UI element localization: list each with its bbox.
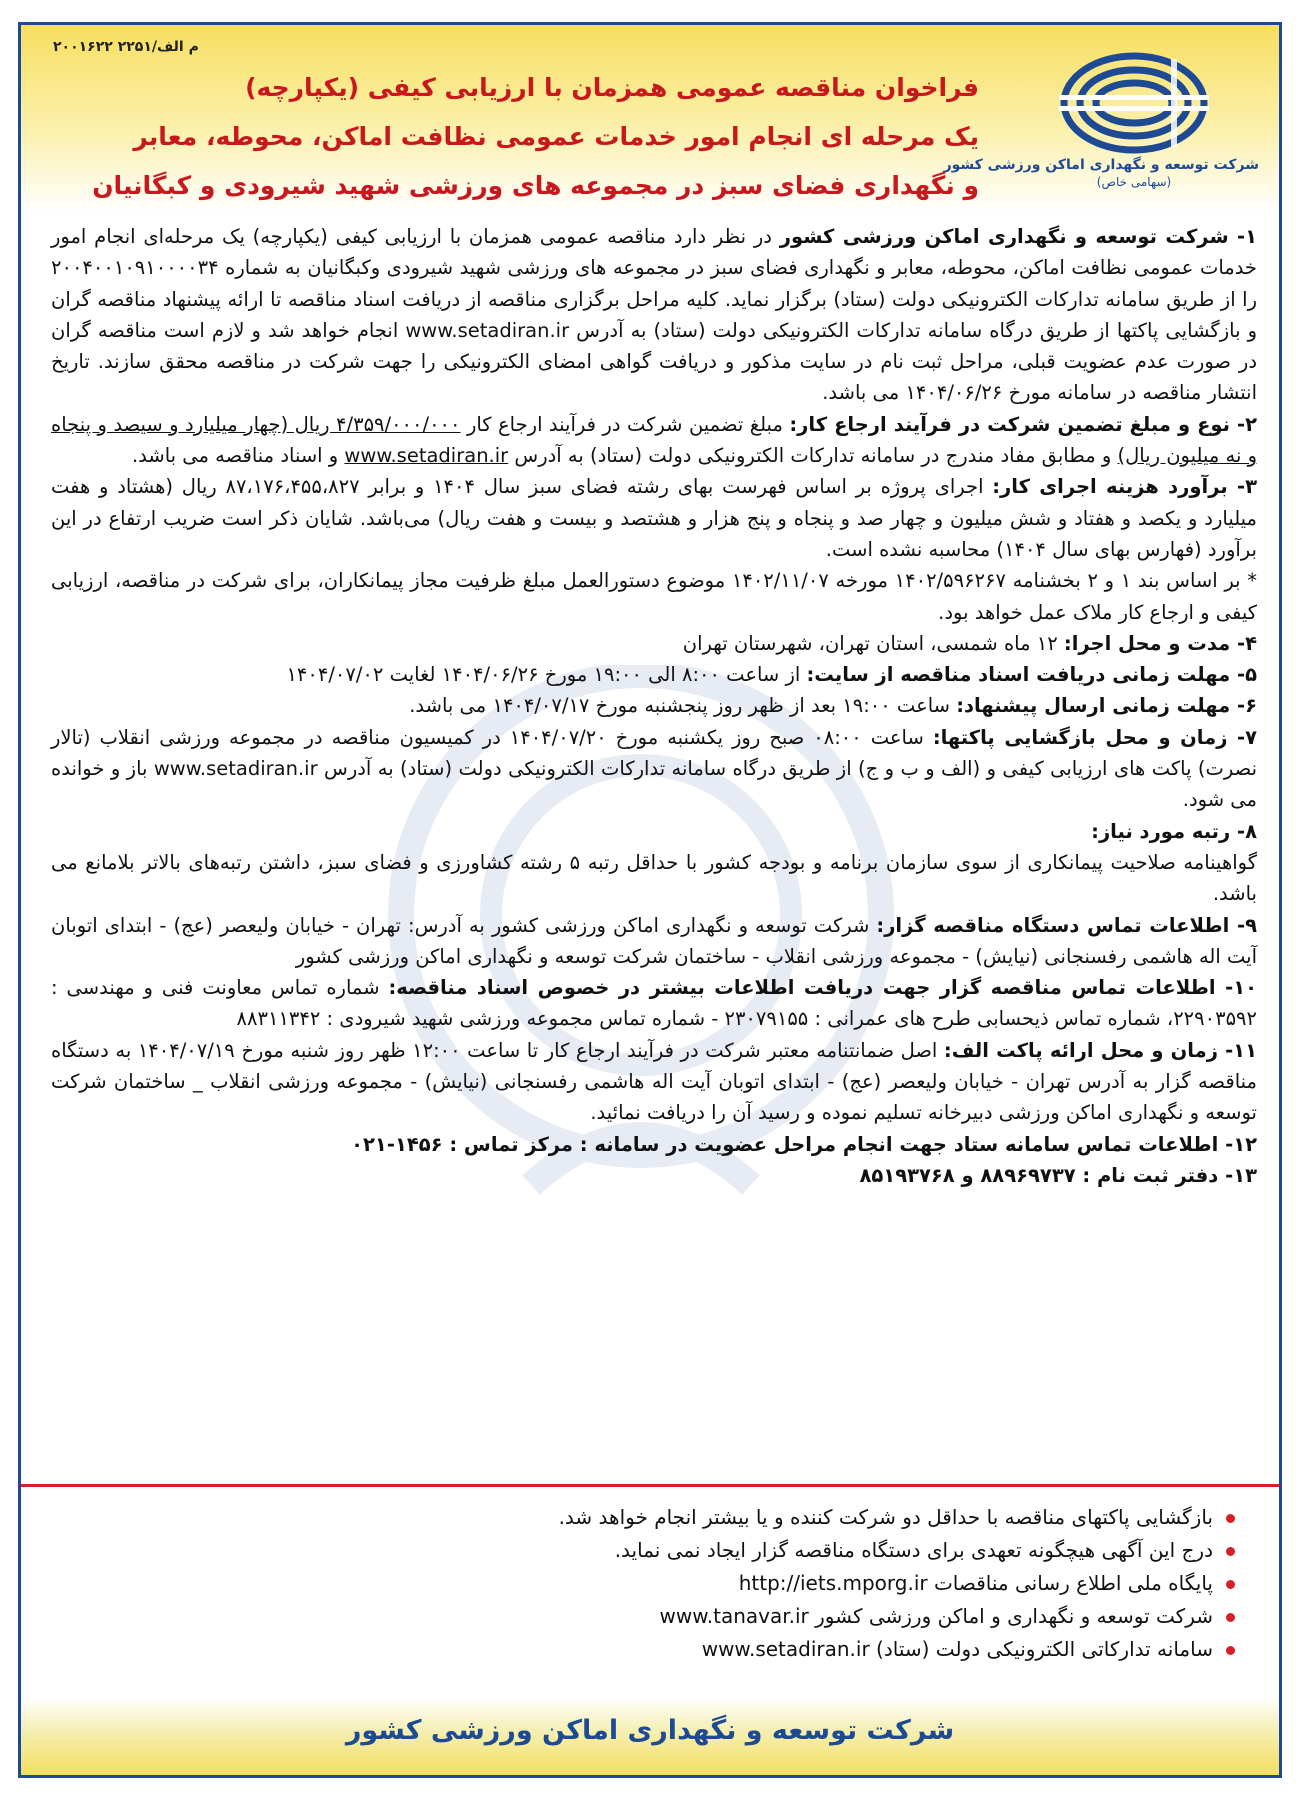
- section-12: [51, 1129, 1257, 1160]
- section-text: ساعت ۰۸:۰۰ صبح روز یکشنبه مورخ ۱۴۰۴/۰۷/۲۰ در کمیسیون مناقصه در مجموعه ورزشی انقلاب (تالار نصرت) پاکت های ارزیابی کیفی و (الف و ب و ج) از طریق درگاه سامانه تدارکات الکترونیکی دولت (ستاد) به آدرس www.setadiran.ir باز و خوانده می شود.: [51, 725, 1257, 812]
- section-11: [51, 1035, 1257, 1129]
- section-heading: ۶- مهلت زمانی ارسال پیشنهاد:: [956, 694, 1257, 718]
- title-line: یک مرحله ای انجام امور خدمات عمومی نظافت اماکن، محوطه، معابر: [133, 122, 979, 151]
- section-8-heading: [51, 816, 1257, 847]
- section-8: گواهینامه صلاحیت پیمانکاری از سوی سازمان برنامه و بودجه کشور با حداقل رتبه ۵ رشته کشاورزی و فضای سبز، داشتن رتبه‌های بالاتر بلامانع می باشد.: [51, 850, 1257, 906]
- notice-title: [61, 63, 979, 210]
- section-3: [51, 471, 1257, 565]
- section-heading: ۴- مدت و محل اجرا:: [1063, 631, 1257, 655]
- list-item: درج این آگهی هیچگونه تعهدی برای دستگاه مناقصه گزار ایجاد نمی نماید.: [51, 1534, 1239, 1567]
- section-9: [51, 910, 1257, 973]
- tender-notice: [18, 22, 1282, 1778]
- section-6: [51, 690, 1257, 721]
- list-item: شرکت توسعه و نگهداری و اماکن ورزشی کشور www.tanavar.ir: [51, 1600, 1239, 1633]
- section-heading: ۱۲- اطلاعات تماس سامانه ستاد جهت انجام مراحل عضویت در سامانه : مرکز تماس : ۱۴۵۶-۰۲۱: [351, 1132, 1257, 1156]
- section-heading: ۱- شرکت توسعه و نگهداری اماکن ورزشی کشور: [779, 225, 1257, 248]
- section-heading: ۳- برآورد هزینه اجرای کار:: [992, 475, 1257, 499]
- notice-body: [51, 221, 1257, 1191]
- title-line: و نگهداری فضای سبز در مجموعه های ورزشی شهید شیرودی و کبگانیان: [92, 171, 979, 200]
- section-10: [51, 972, 1257, 1035]
- section-1: [51, 221, 1257, 409]
- section-heading: ۹- اطلاعات تماس دستگاه مناقصه گزار:: [876, 913, 1257, 937]
- title-line: فراخوان مناقصه عمومی همزمان با ارزیابی کیفی (یکپارچه): [245, 73, 979, 102]
- logo-rings-icon: [1059, 51, 1209, 155]
- company-logo: [943, 51, 1259, 206]
- section-text: ۱۲ ماه شمسی، استان تهران، شهرستان تهران: [682, 631, 1064, 655]
- section-heading: ۱۰- اطلاعات تماس مناقصه گزار جهت دریافت اطلاعات بیشتر در خصوص اسناد مناقصه:: [388, 976, 1257, 1000]
- footer-band: [21, 1697, 1279, 1775]
- section-text: از ساعت ۸:۰۰ الی ۱۹:۰۰ مورخ ۱۴۰۴/۰۶/۲۶ لغایت ۱۴۰۴/۰۷/۰۲: [286, 663, 807, 687]
- section-heading: ۱۳- دفتر ثبت نام : ۸۸۹۶۹۷۳۷ و ۸۵۱۹۳۷۶۸: [859, 1163, 1257, 1187]
- red-divider: [21, 1484, 1279, 1487]
- list-item: بازگشایی پاکتهای مناقصه با حداقل دو شرکت کننده و یا بیشتر انجام خواهد شد.: [51, 1501, 1239, 1534]
- section-text: مبلغ تضمین شرکت در فرآیند ارجاع کار: [460, 412, 790, 436]
- section-3-note: * بر اساس بند ۱ و ۲ بخشنامه ۱۴۰۲/۵۹۶۲۶۷ مورخه ۱۴۰۲/۱۱/۰۷ موضوع دستورالعمل مبلغ ظرفیت مجاز پیمانکاران، برای شرکت در مناقصه، ارزیابی کیفی و ارجاع کار ملاک عمل خواهد بود.: [51, 569, 1257, 624]
- section-heading: ۸- رتبه مورد نیاز:: [1091, 819, 1257, 843]
- section-text: اجرای پروژه بر اساس فهرست بهای رشته فضای سبز سال ۱۴۰۴ و برابر ۸۷،۱۷۶،۴۵۵،۸۲۷ ریال (هشتاد و هفت میلیارد و یکصد و هفتاد و شش میلیون و چهار صد و پنجاه و پنج هزار و هشتصد و بیست و هفت ریال) می‌باشد. شایان ذکر است ضریب ارتفاع در این برآورد (فهارس بهای سال ۱۴۰۴) محاسبه نشده است.: [51, 475, 1257, 561]
- section-text: شماره تماس معاونت فنی و مهندسی : ۲۲۹۰۳۵۹۲، شماره تماس ذیحسابی طرح های عمرانی : ۲۳۰۷۹۱۵۵ - شماره تماس مجموعه ورزشی شهید شیرودی : ۸۸۳۱۱۳۴۲: [51, 976, 1257, 1031]
- setad-link[interactable]: www.setadiran.ir: [344, 444, 509, 468]
- section-text: شرکت توسعه و نگهداری اماکن ورزشی کشور به آدرس: تهران - خیابان ولیعصر (عج) - ابتدای اتوبان آیت اله هاشمی رفسنجانی (نیایش) - مجموعه ورزشی انقلاب - ساختمان شرکت توسعه و نگهداری اماکن ورزشی کشور: [51, 913, 1257, 968]
- section-4: [51, 628, 1257, 659]
- list-item: سامانه تدارکاتی الکترونیکی دولت (ستاد) www.setadiran.ir: [51, 1633, 1239, 1666]
- section-text: و مطابق مفاد مندرج در سامانه تدارکات الکترونیکی دولت (ستاد) به آدرس: [508, 444, 1118, 468]
- section-text: ساعت ۱۹:۰۰ بعد از ظهر روز پنجشنبه مورخ ۱۴۰۴/۰۷/۱۷ می باشد.: [409, 694, 957, 718]
- list-item: پایگاه ملی اطلاع رسانی مناقصات http://iets.mporg.ir: [51, 1567, 1239, 1600]
- section-2: [51, 409, 1257, 472]
- guarantee-amount: ۴/۳۵۹/۰۰۰/۰۰۰ ریال (چهار میلیارد و سیصد و پنجاه و نه میلیون ریال): [51, 412, 1257, 468]
- section-5: [51, 659, 1257, 690]
- section-text: و اسناد مناقصه می باشد.: [131, 444, 345, 468]
- logo-company-type: (سهامی خاص): [1096, 175, 1172, 189]
- section-heading: ۷- زمان و محل بازگشایی پاکتها:: [932, 725, 1258, 749]
- footer-company-name: شرکت توسعه و نگهداری اماکن ورزشی کشور: [345, 1715, 955, 1746]
- section-text: اصل ضمانتنامه معتبر شرکت در فرآیند ارجاع کار تا ساعت ۱۲:۰۰ ظهر روز شنبه مورخ ۱۴۰۴/۰۷/۱۹ به دستگاه مناقصه گزار به آدرس تهران - خیابان ولیعصر (عج) - ابتدای اتوبان آیت اله هاشمی رفسنجانی (نیایش) - مجموعه ورزشی انقلاب _ ساختمان شرکت توسعه و نگهداری اماکن ورزشی دبیرخانه تسلیم نموده و رسید آن را دریافت نمائید.: [51, 1038, 1257, 1125]
- section-heading: ۱۱- زمان و محل ارائه پاکت الف:: [943, 1038, 1257, 1062]
- section-13: [51, 1160, 1257, 1191]
- header-band: [21, 25, 1279, 213]
- section-heading: ۲- نوع و مبلغ تضمین شرکت در فرآیند ارجاع کار:: [789, 412, 1258, 436]
- reference-number: م الف/۲۲۵۱ ۲۰۰۱۶۲۲: [53, 39, 199, 55]
- notes-list: [51, 1501, 1239, 1666]
- section-text: در نظر دارد مناقصه عمومی همزمان با ارزیابی کیفی (یکپارچه) یک مرحله‌ای انجام امور خدمات عمومی نظافت اماکن، محوطه، معابر و نگهداری فضای سبز در مجموعه های ورزشی شهید شیرودی وکبگانیان به شماره ۲۰۰۴۰۰۱۰۹۱۰۰۰۰۳۴ را از طریق سامانه تدارکات الکترونیکی دولت (ستاد) برگزار نماید. کلیه مراحل برگزاری مناقصه از دریافت اسناد مناقصه تا ارائه پیشنهاد مناقصه گران و بازگشایی پاکتها از طریق درگاه سامانه تدارکات الکترونیکی دولت (ستاد) به آدرس www.setadiran.ir انجام خواهد شد و لازم است مناقصه گران در صورت عدم عضویت قبلی، مراحل ثبت نام در سایت مذکور و دریافت گواهی امضای الکترونیکی را جهت شرکت در مناقصه محقق سازند. تاریخ انتشار مناقصه در سامانه مورخ ۱۴۰۴/۰۶/۲۶ می باشد.: [51, 225, 1257, 405]
- section-heading: ۵- مهلت زمانی دریافت اسناد مناقصه از سایت:: [806, 663, 1257, 687]
- logo-company-name: شرکت توسعه و نگهداری اماکن ورزشی کشور: [943, 157, 1259, 173]
- section-7: [51, 722, 1257, 816]
